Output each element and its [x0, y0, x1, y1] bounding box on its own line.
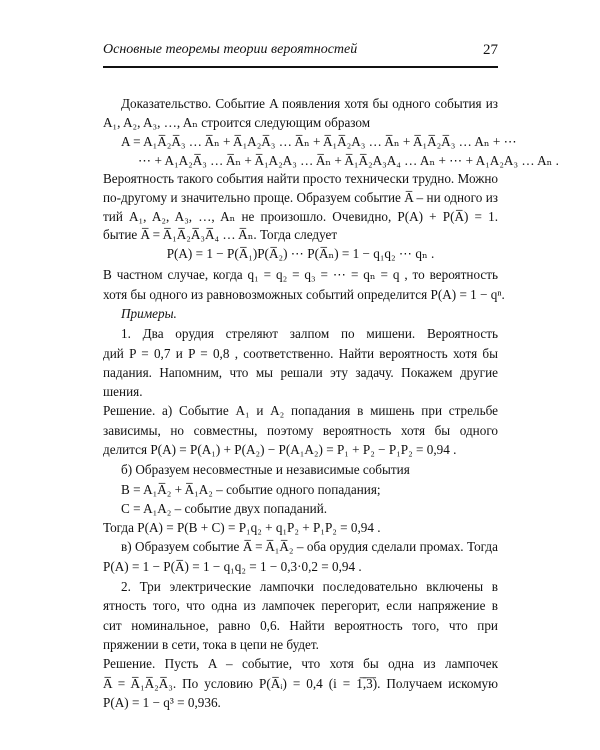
text-line: ятность того, что одна из лампочек перегорит, если напряжение в [103, 598, 498, 613]
text-line: хотя бы одного из равновозможных событий определится P(A) = 1 − qⁿ. [103, 287, 505, 302]
text-line: A = A₁A̅₂A̅₃ … A̅ₙ + A̅₁A₂A̅₃ … A̅ₙ + A̅₁A̅₂A₃ … A̅ₙ + A̅₁A̅₂A̅₃ … Aₙ + ⋯ [121, 134, 517, 149]
text-line: по-другому и значительно проще. Образуем событие A̅ – ни одного из [103, 190, 498, 205]
text-line: тий A₁, A₂, A₃, …, Aₙ не произошло. Очевидно, P(A) + P(A̅) = 1. [103, 209, 498, 224]
text-line: делится P(A) = P(A₁) + P(A₂) − P(A₁A₂) = P₁ + P₂ − P₁P₂ = 0,94 . [103, 442, 457, 457]
header-title: Основные теоремы теории вероятностей [103, 42, 358, 57]
text-line: Решение. а) Событие A₁ и A₂ попадания в мишень при стрельбе [103, 403, 498, 418]
text-line: бытие A̅ = A̅₁A̅₂A̅₃A̅₄ … A̅ₙ. Тогда следует [103, 227, 338, 242]
text-line: P(A) = 1 − P(A̅) = 1 − q₁q₂ = 1 − 0,3·0,2 = 0,94 . [103, 559, 362, 574]
text-line: B = A₁A̅₂ + A̅₁A₂ – событие одного попадания; [121, 482, 381, 497]
text-line: Примеры. [121, 306, 177, 321]
text-line: в) Образуем событие A̅ = A̅₁A̅₂ – оба орудия сделали промах. Тогда [121, 539, 498, 554]
text-line: б) Образуем несовместные и независимые события [121, 462, 410, 477]
text-line: P(A) = 1 − q³ = 0,936. [103, 695, 221, 710]
text-line: падания. Напомним, что мы решали эту задачу. Покажем другие [103, 365, 498, 380]
header-rule [103, 66, 498, 68]
text-line: дий P = 0,7 и P = 0,8 , соответственно. Найти вероятность хотя бы [103, 346, 498, 361]
text-line: 2. Три электрические лампочки последовательно включены в [121, 579, 498, 594]
page-number: 27 [483, 42, 498, 58]
text-line: Решение. Пусть A – событие, что хотя бы одна из лампочек [103, 656, 498, 671]
text-line: Тогда P(A) = P(B + C) = P₁q₂ + q₁P₂ + P₁P₂ = 0,94 . [103, 520, 381, 535]
text-line: A₁, A₂, A₃, …, Aₙ строится следующим образом [103, 115, 371, 130]
text-line: пряжении в сети, тока в цепи не будет. [103, 637, 319, 652]
text-line: C = A₁A₂ – событие двух попаданий. [121, 501, 328, 516]
text-line: Доказательство. Событие A появления хотя бы одного события из [121, 96, 498, 111]
text-line: 1. Два орудия стреляют залпом по мишени. Вероятность [121, 326, 498, 341]
text-line: зависимы, но совместны, поэтому вероятность хотя бы одного [103, 423, 498, 438]
text-line: P(A) = 1 − P(A̅₁)P(A̅₂) ⋯ P(A̅ₙ) = 1 − q₁q₂ ⋯ qₙ . [166, 246, 435, 261]
text-line: шения. [103, 384, 143, 399]
text-line: A̅ = A̅₁A̅₂A̅₃. По условию P(A̅ᵢ) = 0,4 (i = 1̅,̅3̅). Получаем искомую [103, 676, 498, 691]
text-line: ⋯ + A₁A₂A̅₃ … A̅ₙ + A̅₁A₂A₃ … A̅ₙ + A̅₁A̅₂A₃A₄ … Aₙ + ⋯ + A₁A₂A₃ … Aₙ . [138, 153, 559, 168]
text-line: сит номинальное, равно 0,6. Найти вероятность того, что при [103, 618, 498, 633]
text-line: Вероятность такого события найти просто технически трудно. Можно [103, 171, 498, 186]
running-header [103, 42, 498, 58]
text-line: В частном случае, когда q₁ = q₂ = q₃ = ⋯ = qₙ = q , то вероятность [103, 267, 498, 282]
